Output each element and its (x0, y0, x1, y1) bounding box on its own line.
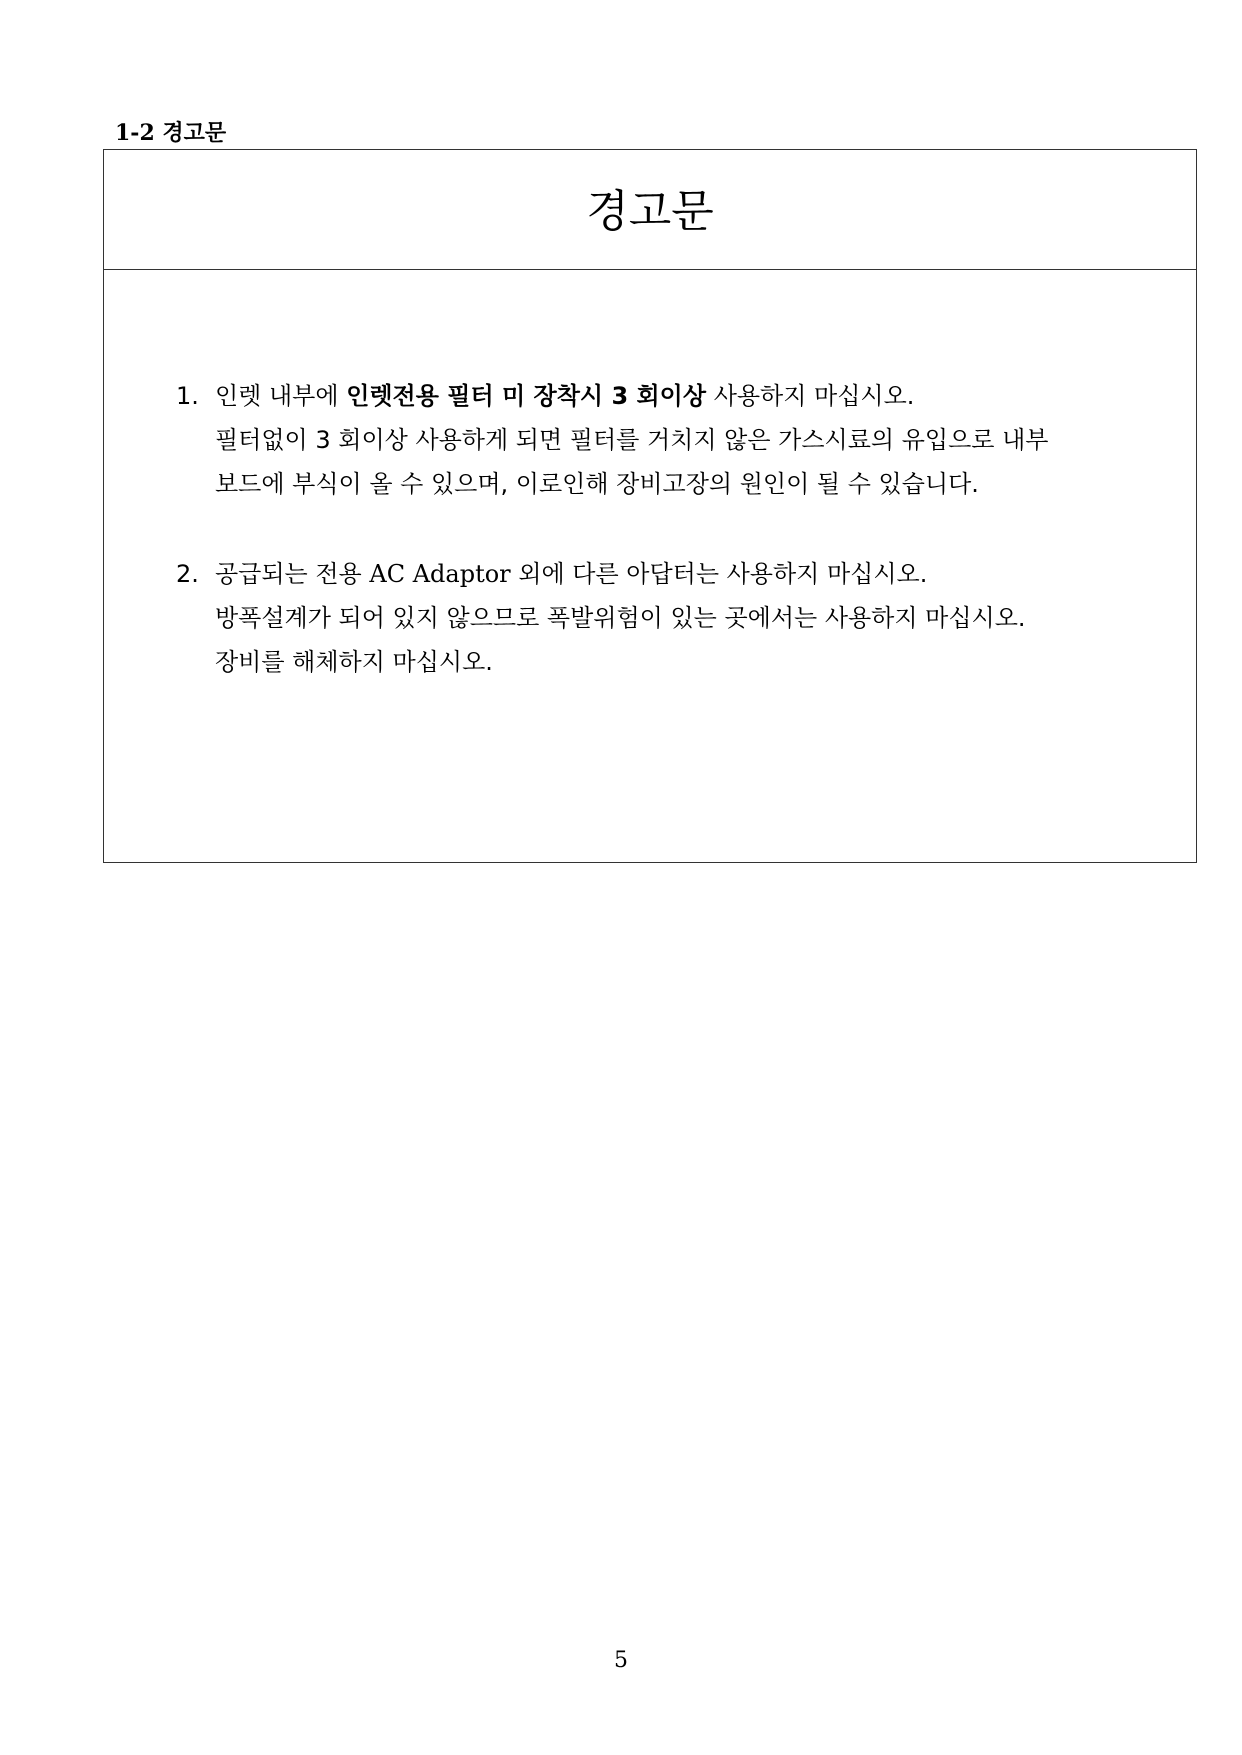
warning-item-2-text-tail: 외에 다른 아답터는 사용하지 마십시오. (510, 560, 928, 588)
warning-item-1-text-lead: 인렛 내부에 (215, 382, 347, 410)
warning-item-1-line-2: 필터없이 3 회이상 사용하게 되면 필터를 거치지 않은 가스시료의 유입으로 내부 (215, 426, 1049, 454)
warning-item-2 (176, 552, 1136, 684)
warning-item-2-line-1 (176, 552, 1136, 596)
warning-item-1-text-tail: 사용하지 마십시오. (706, 382, 915, 410)
warning-item-1 (176, 374, 1136, 506)
warning-item-2-line-3: 장비를 해체하지 마십시오. (215, 648, 493, 676)
warning-item-2-line-2: 방폭설계가 되어 있지 않으므로 폭발위험이 있는 곳에서는 사용하지 마십시오. (215, 604, 1026, 632)
warning-box-title: 경고문 (586, 185, 714, 237)
page-number: 5 (614, 1648, 628, 1673)
section-heading: 1-2 경고문 (115, 120, 227, 146)
warning-item-1-emphasis: 인렛전용 필터 미 장착시 3 회이상 (346, 382, 707, 410)
warning-item-1-line-1 (176, 374, 1136, 418)
warning-box-title-row (104, 150, 1196, 270)
warning-item-2-number: 2. (176, 560, 199, 588)
warning-box (103, 149, 1197, 863)
warning-item-2-adaptor-name: AC Adaptor (369, 560, 511, 588)
warning-item-1-line-3: 보드에 부식이 올 수 있으며, 이로인해 장비고장의 원인이 될 수 있습니다. (215, 470, 979, 498)
warning-item-1-number: 1. (176, 382, 199, 410)
warning-item-2-text-lead: 공급되는 전용 (215, 560, 370, 588)
